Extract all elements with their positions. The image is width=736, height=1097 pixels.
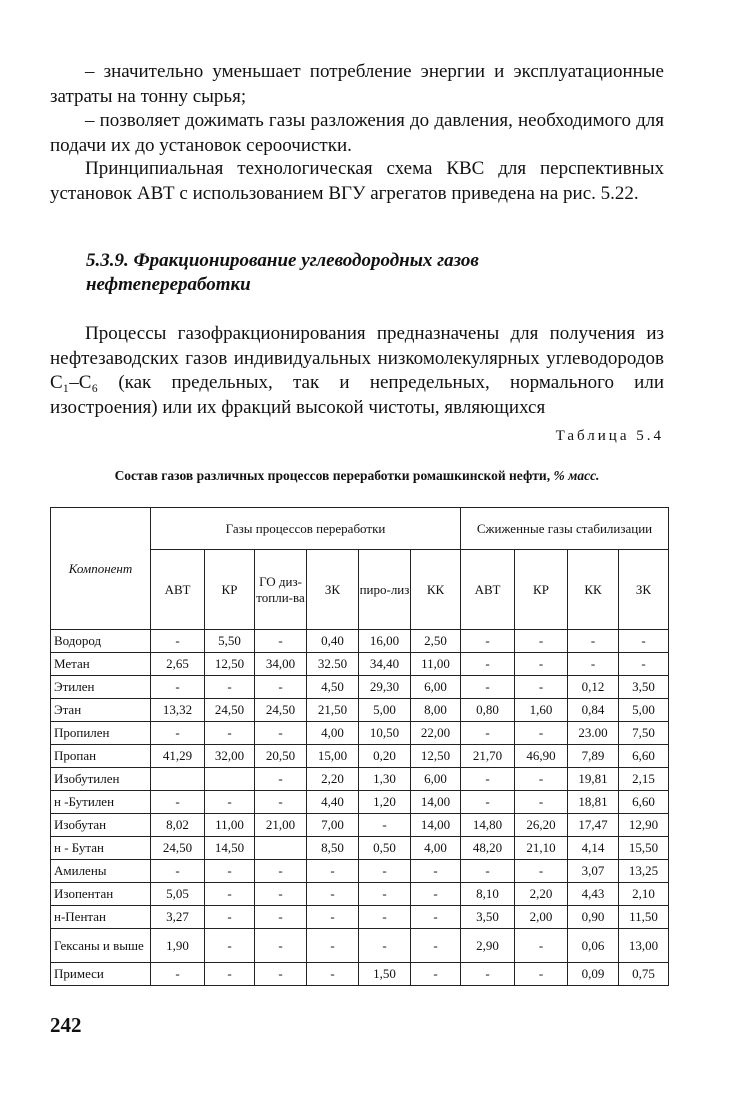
value-cell: 4,40	[307, 791, 359, 814]
value-cell: -	[151, 860, 205, 883]
value-cell: 10,50	[359, 722, 411, 745]
value-cell: 13,00	[619, 929, 669, 963]
component-name-cell: Амилены	[51, 860, 151, 883]
component-name-cell: Изопентан	[51, 883, 151, 906]
value-cell: -	[515, 676, 568, 699]
value-cell: -	[205, 791, 255, 814]
value-cell: -	[461, 768, 515, 791]
value-cell: 34,00	[255, 653, 307, 676]
value-cell: 11,00	[205, 814, 255, 837]
value-cell: -	[205, 906, 255, 929]
value-cell: -	[461, 722, 515, 745]
value-cell: 13,25	[619, 860, 669, 883]
value-cell: 24,50	[151, 837, 205, 860]
value-cell: 2,10	[619, 883, 669, 906]
value-cell: -	[515, 630, 568, 653]
value-cell: 0,20	[359, 745, 411, 768]
value-cell: 4,43	[568, 883, 619, 906]
page-number: 242	[50, 1013, 82, 1037]
table-row	[51, 630, 669, 653]
component-name-cell: Этан	[51, 699, 151, 722]
value-cell: 12,50	[411, 745, 461, 768]
value-cell: -	[255, 963, 307, 986]
value-cell: 3,07	[568, 860, 619, 883]
value-cell: -	[205, 883, 255, 906]
value-cell: 2,20	[307, 768, 359, 791]
value-cell: 41,29	[151, 745, 205, 768]
value-cell: 0,09	[568, 963, 619, 986]
value-cell: -	[359, 929, 411, 963]
value-cell: -	[515, 860, 568, 883]
value-cell: 6,60	[619, 745, 669, 768]
table-row	[51, 814, 669, 837]
value-cell: 2,50	[411, 630, 461, 653]
value-cell: 2,90	[461, 929, 515, 963]
value-cell: 22,00	[411, 722, 461, 745]
value-cell: -	[411, 929, 461, 963]
value-cell: -	[151, 963, 205, 986]
value-cell: 4,00	[411, 837, 461, 860]
table-row	[51, 929, 669, 963]
value-cell: -	[515, 791, 568, 814]
value-cell	[205, 768, 255, 791]
value-cell: 1,50	[359, 963, 411, 986]
paragraph-2: – позволяет дожимать газы разложения до давления, необходимого для подачи их до установок сероочистки.	[50, 110, 664, 156]
value-cell: -	[307, 929, 359, 963]
value-cell: -	[619, 630, 669, 653]
value-cell: -	[255, 791, 307, 814]
value-cell: -	[461, 791, 515, 814]
value-cell: 14,00	[411, 791, 461, 814]
table-row	[51, 883, 669, 906]
value-cell: 0,90	[568, 906, 619, 929]
value-cell: 11,00	[411, 653, 461, 676]
value-cell: 19,81	[568, 768, 619, 791]
value-cell: -	[619, 653, 669, 676]
value-cell: -	[205, 676, 255, 699]
component-name-cell: Пропан	[51, 745, 151, 768]
value-cell: 8,10	[461, 883, 515, 906]
value-cell: -	[359, 883, 411, 906]
value-cell: 7,00	[307, 814, 359, 837]
value-cell: -	[411, 906, 461, 929]
value-cell: 15,50	[619, 837, 669, 860]
table-row	[51, 837, 669, 860]
value-cell: 2,20	[515, 883, 568, 906]
value-cell: 21,70	[461, 745, 515, 768]
value-cell: -	[255, 860, 307, 883]
value-cell: 16,00	[359, 630, 411, 653]
component-name-cell: н -Бутилен	[51, 791, 151, 814]
value-cell: 18,81	[568, 791, 619, 814]
value-cell: -	[151, 722, 205, 745]
column-header: КК	[411, 550, 461, 630]
value-cell: 1,20	[359, 791, 411, 814]
value-cell: -	[151, 676, 205, 699]
value-cell: 3,50	[461, 906, 515, 929]
value-cell: 0,50	[359, 837, 411, 860]
value-cell: 24,50	[255, 699, 307, 722]
value-cell: -	[255, 630, 307, 653]
value-cell: 0,75	[619, 963, 669, 986]
value-cell: -	[461, 653, 515, 676]
column-header: КК	[568, 550, 619, 630]
value-cell: 0,06	[568, 929, 619, 963]
value-cell: -	[151, 791, 205, 814]
value-cell: 6,60	[619, 791, 669, 814]
value-cell: 20,50	[255, 745, 307, 768]
value-cell: -	[205, 860, 255, 883]
value-cell: 6,00	[411, 676, 461, 699]
table-caption: Состав газов различных процессов переработки ромашкинской нефти, % масс.	[114, 468, 600, 483]
table-row	[51, 653, 669, 676]
value-cell: 14,80	[461, 814, 515, 837]
table-row	[51, 860, 669, 883]
component-name-cell: н - Бутан	[51, 837, 151, 860]
value-cell: -	[255, 768, 307, 791]
value-cell: 34,40	[359, 653, 411, 676]
value-cell: 26,20	[515, 814, 568, 837]
value-cell: 12,50	[205, 653, 255, 676]
value-cell: -	[515, 929, 568, 963]
value-cell: 3,27	[151, 906, 205, 929]
value-cell: -	[255, 722, 307, 745]
value-cell	[151, 768, 205, 791]
component-name-cell: Водород	[51, 630, 151, 653]
value-cell: -	[205, 722, 255, 745]
value-cell: 0,84	[568, 699, 619, 722]
value-cell: -	[411, 883, 461, 906]
value-cell: 2,65	[151, 653, 205, 676]
value-cell: 15,00	[307, 745, 359, 768]
component-name-cell: Гексаны и выше	[51, 929, 151, 963]
value-cell: 48,20	[461, 837, 515, 860]
component-header: Компонент	[51, 508, 151, 630]
value-cell: 0,80	[461, 699, 515, 722]
table-row	[51, 676, 669, 699]
table-row	[51, 745, 669, 768]
component-name-cell: Примеси	[51, 963, 151, 986]
value-cell: 7,89	[568, 745, 619, 768]
value-cell: -	[307, 860, 359, 883]
value-cell: -	[515, 722, 568, 745]
table-caption-unit: % масс.	[553, 468, 600, 483]
value-cell: 5,00	[359, 699, 411, 722]
value-cell: -	[515, 768, 568, 791]
gas-composition-table	[50, 507, 669, 986]
value-cell: 46,90	[515, 745, 568, 768]
value-cell: 2,00	[515, 906, 568, 929]
group-header-process-gases: Газы процессов переработки	[151, 508, 461, 550]
value-cell: 5,00	[619, 699, 669, 722]
component-name-cell: Пропилен	[51, 722, 151, 745]
value-cell: 13,32	[151, 699, 205, 722]
value-cell: 1,30	[359, 768, 411, 791]
value-cell: 8,00	[411, 699, 461, 722]
column-header: АВТ	[151, 550, 205, 630]
table-row	[51, 699, 669, 722]
value-cell: 24,50	[205, 699, 255, 722]
value-cell: -	[307, 906, 359, 929]
table-row	[51, 722, 669, 745]
column-header: КР	[205, 550, 255, 630]
value-cell: 23.00	[568, 722, 619, 745]
value-cell: -	[515, 653, 568, 676]
value-cell: -	[568, 630, 619, 653]
value-cell: -	[461, 630, 515, 653]
value-cell: 21,00	[255, 814, 307, 837]
table-label: Таблица 5.4	[555, 428, 664, 444]
value-cell: 11,50	[619, 906, 669, 929]
value-cell: -	[461, 860, 515, 883]
component-name-cell: н-Пентан	[51, 906, 151, 929]
value-cell: -	[307, 963, 359, 986]
value-cell: 7,50	[619, 722, 669, 745]
value-cell: -	[515, 963, 568, 986]
paragraph-4: Процессы газофракционирования предназначены для получения из нефтезаводских газов индивидуальных низкомолекулярных углеводородов C₁–C₆ (как предельных, так и непредельных, нормального или изостроения) или их фракций высокой чистоты, являющихся	[50, 323, 664, 418]
value-cell: 21,50	[307, 699, 359, 722]
value-cell: -	[255, 906, 307, 929]
value-cell: 14,00	[411, 814, 461, 837]
value-cell: -	[255, 676, 307, 699]
value-cell: -	[151, 630, 205, 653]
section-heading: 5.3.9. Фракционирование углеводородных газов нефтепереработки	[86, 250, 479, 295]
value-cell: 0,12	[568, 676, 619, 699]
value-cell: 21,10	[515, 837, 568, 860]
table-row	[51, 768, 669, 791]
value-cell: 12,90	[619, 814, 669, 837]
value-cell: -	[411, 860, 461, 883]
column-header: ГО диз-топли-ва	[255, 550, 307, 630]
value-cell: 0,40	[307, 630, 359, 653]
component-name-cell: Изобутилен	[51, 768, 151, 791]
paragraph-3: Принципиальная технологическая схема КВС для перспективных установок АВТ с использованием ВГУ агрегатов приведена на рис. 5.22.	[50, 158, 664, 204]
value-cell: -	[255, 929, 307, 963]
value-cell: 3,50	[619, 676, 669, 699]
value-cell	[255, 837, 307, 860]
group-header-liquefied-gases: Сжиженные газы стабилизации	[461, 508, 669, 550]
value-cell: -	[307, 883, 359, 906]
value-cell: -	[359, 860, 411, 883]
value-cell: -	[411, 963, 461, 986]
value-cell: 5,50	[205, 630, 255, 653]
value-cell: 4,14	[568, 837, 619, 860]
column-header: ЗК	[307, 550, 359, 630]
value-cell: -	[205, 963, 255, 986]
value-cell: 4,00	[307, 722, 359, 745]
value-cell: 8,02	[151, 814, 205, 837]
value-cell: 1,90	[151, 929, 205, 963]
value-cell: 6,00	[411, 768, 461, 791]
value-cell: -	[255, 883, 307, 906]
value-cell: -	[359, 906, 411, 929]
value-cell: -	[205, 929, 255, 963]
value-cell: 5,05	[151, 883, 205, 906]
value-cell: 32,00	[205, 745, 255, 768]
value-cell: 17,47	[568, 814, 619, 837]
value-cell: 8,50	[307, 837, 359, 860]
value-cell: -	[568, 653, 619, 676]
paragraph-1: – значительно уменьшает потребление энергии и эксплуатационные затраты на тонну сырья;	[50, 61, 664, 107]
column-header: КР	[515, 550, 568, 630]
value-cell: 1,60	[515, 699, 568, 722]
table-row	[51, 963, 669, 986]
value-cell: 14,50	[205, 837, 255, 860]
column-header: пиро-лиз	[359, 550, 411, 630]
table-row	[51, 791, 669, 814]
column-header: ЗК	[619, 550, 669, 630]
value-cell: 4,50	[307, 676, 359, 699]
value-cell: -	[461, 963, 515, 986]
value-cell: 32.50	[307, 653, 359, 676]
column-header: АВТ	[461, 550, 515, 630]
value-cell: -	[359, 814, 411, 837]
table-row	[51, 906, 669, 929]
component-name-cell: Этилен	[51, 676, 151, 699]
value-cell: 29,30	[359, 676, 411, 699]
component-name-cell: Изобутан	[51, 814, 151, 837]
value-cell: -	[461, 676, 515, 699]
value-cell: 2,15	[619, 768, 669, 791]
component-name-cell: Метан	[51, 653, 151, 676]
